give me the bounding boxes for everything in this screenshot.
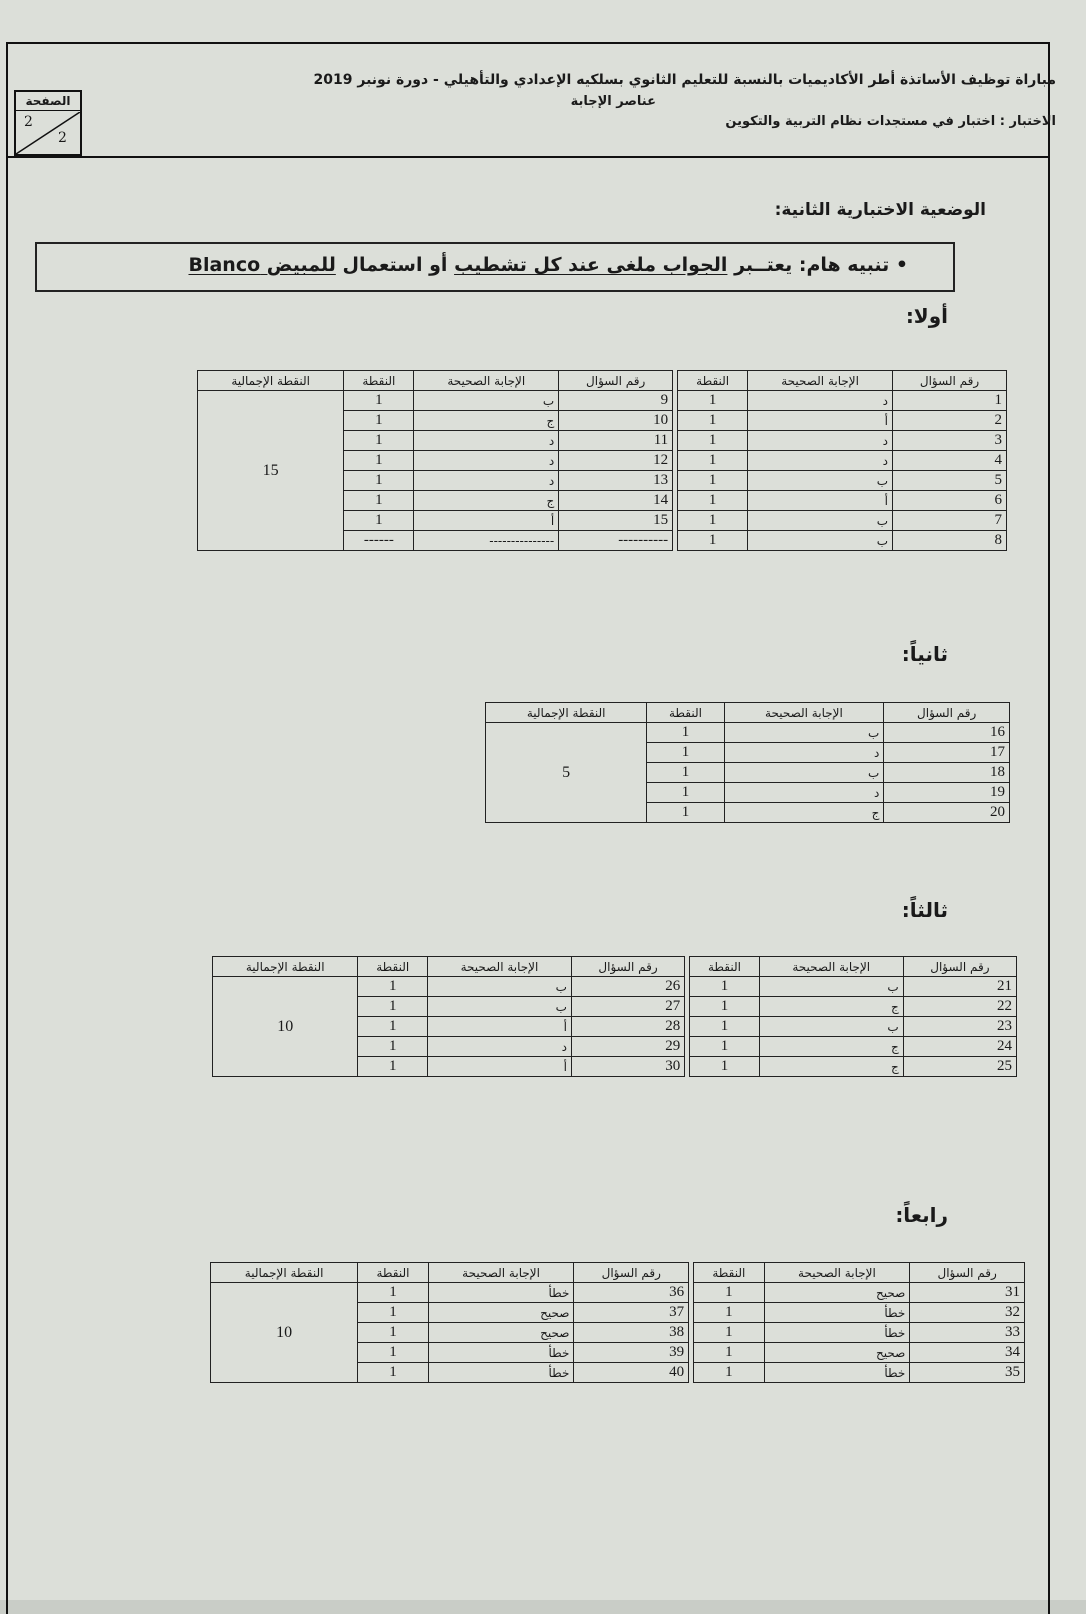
question-number-cell: 16 [884, 723, 1010, 743]
answer-cell: --------------- [414, 531, 559, 551]
point-cell: 1 [678, 471, 748, 491]
point-cell: 1 [358, 1037, 428, 1057]
header-point: النقطة [344, 371, 414, 391]
header-answer: الإجابة الصحيحة [759, 957, 903, 977]
header-qnum: رقم السؤال [884, 703, 1010, 723]
section-2-table [485, 702, 1010, 823]
question-number-cell: 27 [571, 997, 684, 1017]
point-cell: 1 [358, 1363, 428, 1383]
answer-cell: د [414, 471, 559, 491]
answer-cell: ج [759, 1057, 903, 1077]
point-cell: 1 [690, 977, 760, 997]
point-cell: 1 [694, 1363, 764, 1383]
header-answer: الإجابة الصحيحة [428, 1263, 574, 1283]
question-number-cell: 29 [571, 1037, 684, 1057]
answer-cell: خطأ [764, 1323, 910, 1343]
question-number-cell: 39 [574, 1343, 689, 1363]
exam-title: مباراة توظيف الأساتذة أطر الأكاديميات بالنسبة للتعليم الثانوي بسلكيه الإعدادي والتأهيلي - دورة نونبر 2019 [313, 72, 1056, 88]
question-number-cell: 11 [559, 431, 673, 451]
point-cell: 1 [344, 471, 414, 491]
answer-cell: أ [748, 491, 893, 511]
answer-cell: ج [724, 803, 884, 823]
header-qnum: رقم السؤال [893, 371, 1007, 391]
question-number-cell: 3 [893, 431, 1007, 451]
header-answer: الإجابة الصحيحة [428, 957, 572, 977]
point-cell: 1 [678, 491, 748, 511]
point-cell: 1 [694, 1343, 764, 1363]
answer-elements-title: عناصر الإجابة [570, 94, 656, 109]
page-total: 2 [58, 130, 67, 146]
question-number-cell: 24 [903, 1037, 1016, 1057]
header-answer: الإجابة الصحيحة [724, 703, 884, 723]
question-number-cell: 8 [893, 531, 1007, 551]
question-number-cell: 12 [559, 451, 673, 471]
question-number-cell: 9 [559, 391, 673, 411]
point-cell: 1 [358, 1017, 428, 1037]
question-number-cell: 21 [903, 977, 1016, 997]
header-point: النقطة [358, 1263, 428, 1283]
notice-box [35, 242, 955, 292]
point-cell: 1 [344, 451, 414, 471]
point-cell: 1 [694, 1283, 764, 1303]
answer-cell: ج [414, 491, 559, 511]
answer-cell: أ [748, 411, 893, 431]
point-cell: 1 [690, 1057, 760, 1077]
point-cell: 1 [344, 391, 414, 411]
answer-cell: خطأ [428, 1283, 574, 1303]
point-cell: 1 [647, 723, 724, 743]
point-cell: 1 [647, 763, 724, 783]
question-number-cell: 26 [571, 977, 684, 997]
question-number-cell: 15 [559, 511, 673, 531]
answer-cell: د [724, 783, 884, 803]
exam-subject: الاختبار : اختبار في مستجدات نظام التربية والتكوين [725, 114, 1056, 129]
header-qnum: رقم السؤال [910, 1263, 1025, 1283]
question-number-cell: 34 [910, 1343, 1025, 1363]
answer-cell: ب [759, 977, 903, 997]
question-number-cell: 33 [910, 1323, 1025, 1343]
point-cell: 1 [344, 411, 414, 431]
question-number-cell: 13 [559, 471, 673, 491]
point-cell: 1 [678, 531, 748, 551]
point-cell: 1 [678, 431, 748, 451]
answer-cell: خطأ [428, 1363, 574, 1383]
question-number-cell: 10 [559, 411, 673, 431]
section-3-table [212, 956, 1017, 1077]
section-4-table [210, 1262, 1025, 1383]
answer-cell: ب [724, 723, 884, 743]
answer-cell: صحيح [764, 1283, 910, 1303]
point-cell: 1 [690, 1037, 760, 1057]
header-point: النقطة [647, 703, 724, 723]
point-cell: 1 [694, 1323, 764, 1343]
answer-cell: ج [759, 997, 903, 1017]
answer-cell: د [428, 1037, 572, 1057]
answer-cell: خطأ [764, 1303, 910, 1323]
question-number-cell: 32 [910, 1303, 1025, 1323]
point-cell: 1 [358, 1343, 428, 1363]
answer-cell: ب [724, 763, 884, 783]
answer-cell: د [724, 743, 884, 763]
question-number-cell: 6 [893, 491, 1007, 511]
answer-cell: د [748, 391, 893, 411]
table-row [486, 723, 1010, 743]
point-cell: 1 [358, 1283, 428, 1303]
header-qnum: رقم السؤال [574, 1263, 689, 1283]
answer-cell: ج [414, 411, 559, 431]
header-qnum: رقم السؤال [571, 957, 684, 977]
table-row [198, 391, 1007, 411]
point-cell: 1 [358, 1057, 428, 1077]
point-cell: 1 [358, 1303, 428, 1323]
question-number-cell: 5 [893, 471, 1007, 491]
question-number-cell: 35 [910, 1363, 1025, 1383]
question-number-cell: 18 [884, 763, 1010, 783]
answer-cell: خطأ [764, 1363, 910, 1383]
table-header-row [198, 371, 1007, 391]
answer-cell: ب [414, 391, 559, 411]
question-number-cell: 38 [574, 1323, 689, 1343]
question-number-cell: 23 [903, 1017, 1016, 1037]
answer-cell: صحيح [764, 1343, 910, 1363]
section-1-title: أولا: [905, 304, 948, 328]
page-number: 2 [24, 114, 33, 130]
answer-cell: ب [748, 511, 893, 531]
header-qnum: رقم السؤال [559, 371, 673, 391]
page-label: الصفحة [16, 92, 80, 111]
point-cell: 1 [678, 451, 748, 471]
header-answer: الإجابة الصحيحة [414, 371, 559, 391]
question-number-cell: 1 [893, 391, 1007, 411]
section-1-table [197, 370, 1007, 551]
answer-cell: صحيح [428, 1303, 574, 1323]
question-number-cell: 31 [910, 1283, 1025, 1303]
answer-cell: أ [414, 511, 559, 531]
page-number-box [14, 90, 82, 156]
question-number-cell: 40 [574, 1363, 689, 1383]
notice-suffix: أو استعمال [342, 254, 448, 276]
header-total: النقطة الإجمالية [213, 957, 358, 977]
question-number-cell: 14 [559, 491, 673, 511]
point-cell: 1 [344, 491, 414, 511]
section-3-title: ثالثاً: [901, 898, 948, 922]
answer-cell: ج [759, 1037, 903, 1057]
table-header-row [486, 703, 1010, 723]
point-cell: 1 [678, 391, 748, 411]
answer-cell: د [748, 451, 893, 471]
answer-cell: ب [748, 531, 893, 551]
question-number-cell: 28 [571, 1017, 684, 1037]
point-cell: 1 [678, 511, 748, 531]
answer-cell: د [414, 431, 559, 451]
point-cell: 1 [647, 783, 724, 803]
point-cell: 1 [358, 1323, 428, 1343]
notice-underlined: الجواب ملغى عند كل تشطيب [454, 254, 728, 276]
answer-cell: أ [428, 1017, 572, 1037]
question-number-cell: 4 [893, 451, 1007, 471]
section-total: 10 [213, 977, 358, 1077]
point-cell: 1 [694, 1303, 764, 1323]
question-number-cell: 25 [903, 1057, 1016, 1077]
point-cell: 1 [358, 977, 428, 997]
header-point: النقطة [690, 957, 760, 977]
question-number-cell: 37 [574, 1303, 689, 1323]
notice-underlined-2: للمبيض Blanco [188, 254, 336, 276]
header-point: النقطة [358, 957, 428, 977]
question-number-cell: 17 [884, 743, 1010, 763]
header-total: النقطة الإجمالية [198, 371, 344, 391]
point-cell: 1 [678, 411, 748, 431]
question-number-cell: 7 [893, 511, 1007, 531]
header-answer: الإجابة الصحيحة [748, 371, 893, 391]
answer-cell: صحيح [428, 1323, 574, 1343]
answer-cell: د [748, 431, 893, 451]
question-number-cell: 20 [884, 803, 1010, 823]
question-number-cell: ---------- [559, 531, 673, 551]
answer-cell: ب [748, 471, 893, 491]
section-total: 10 [211, 1283, 358, 1383]
table-row [213, 977, 1017, 997]
header-point: النقطة [694, 1263, 764, 1283]
question-number-cell: 2 [893, 411, 1007, 431]
point-cell: 1 [344, 511, 414, 531]
section-4-title: رابعاً: [895, 1203, 948, 1227]
situation-heading: الوضعية الاختبارية الثانية: [774, 200, 986, 220]
point-cell: ------ [344, 531, 414, 551]
question-number-cell: 22 [903, 997, 1016, 1017]
point-cell: 1 [647, 743, 724, 763]
answer-cell: د [414, 451, 559, 471]
notice-prefix: • تنبيه هام: يعتــبر [734, 254, 908, 276]
section-total: 15 [198, 391, 344, 551]
question-number-cell: 36 [574, 1283, 689, 1303]
point-cell: 1 [358, 997, 428, 1017]
section-2-title: ثانياً: [901, 642, 948, 666]
point-cell: 1 [690, 997, 760, 1017]
notice-text [188, 254, 908, 276]
point-cell: 1 [647, 803, 724, 823]
header-total: النقطة الإجمالية [486, 703, 647, 723]
question-number-cell: 30 [571, 1057, 684, 1077]
section-total: 5 [486, 723, 647, 823]
header-total: النقطة الإجمالية [211, 1263, 358, 1283]
table-header-row [213, 957, 1017, 977]
header-point: النقطة [678, 371, 748, 391]
question-number-cell: 19 [884, 783, 1010, 803]
table-row [211, 1283, 1025, 1303]
point-cell: 1 [690, 1017, 760, 1037]
answer-cell: أ [428, 1057, 572, 1077]
answer-cell: ب [428, 977, 572, 997]
answer-cell: ب [759, 1017, 903, 1037]
header-answer: الإجابة الصحيحة [764, 1263, 910, 1283]
point-cell: 1 [344, 431, 414, 451]
answer-cell: ب [428, 997, 572, 1017]
header-qnum: رقم السؤال [903, 957, 1016, 977]
answer-cell: خطأ [428, 1343, 574, 1363]
table-header-row [211, 1263, 1025, 1283]
